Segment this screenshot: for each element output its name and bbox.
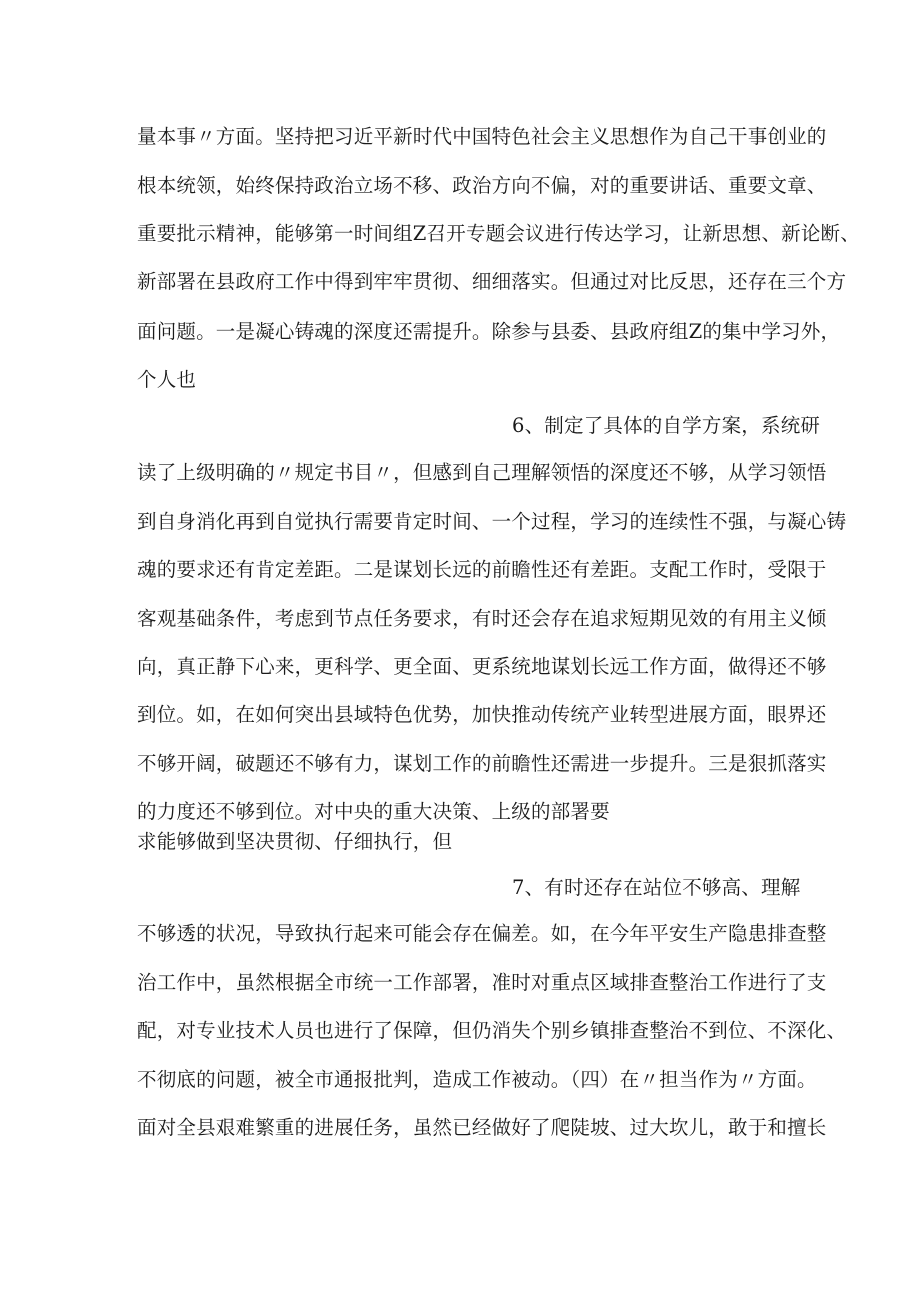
text-line: 治工作中，虽然根据全市统一工作部署，准时对重点区域排查整治工作进行了支 [137, 971, 827, 994]
text-line: 到自身消化再到自觉执行需要肯定时间、一个过程，学习的连续性不强，与凝心铸 [137, 510, 847, 533]
text-line: 魂的要求还有肯定差距。二是谋划长远的前瞻性还有差距。支配工作时，受限于 [137, 558, 827, 581]
text-line: 量本事〃方面。坚持把习近平新时代中国特色社会主义思想作为自己干事创业的 [137, 125, 827, 148]
section-heading: 7、有时还存在站位不够高、理解 [512, 876, 801, 899]
text-line: 不够开阔，破题还不够有力，谋划工作的前瞻性还需进一步提升。三是狠抓落实 [137, 752, 827, 775]
section-heading: 6、制定了具体的自学方案，系统研 [512, 414, 821, 437]
text-line: 面对全县艰难繁重的进展任务，虽然已经做好了爬陡坡、过大坎儿，敢于和擅长 [137, 1116, 827, 1139]
text-line: 根本统领，始终保持政治立场不移、政治方向不偏，对的重要讲话、重要文章、 [137, 174, 827, 197]
text-line: 求能够做到坚决贯彻、仔细执行，但 [137, 830, 453, 853]
text-line: 不够透的状况，导致执行起来可能会存在偏差。如，在今年平安生产隐患排查整 [137, 922, 827, 945]
text-line: 配，对专业技术人员也进行了保障，但仍消失个别乡镇排查整治不到位、不深化、 [137, 1019, 847, 1042]
text-line: 客观基础条件，考虑到节点任务要求，有时还会存在追求短期见效的有用主义倾 [137, 607, 827, 630]
text-line: 个人也 [137, 368, 197, 391]
text-line: 的力度还不够到位。对中央的重大决策、上级的部署要 [137, 800, 610, 823]
text-line: 向，真正静下心来，更科学、更全面、更系统地谋划长远工作方面，做得还不够 [137, 655, 827, 678]
text-line: 到位。如，在如何突出县域特色优势，加快推动传统产业转型进展方面，眼界还 [137, 703, 827, 726]
text-line: 重要批示精神，能够第一时间组Z召开专题会议进行传达学习，让新思想、新论断、 [137, 222, 860, 245]
text-line: 读了上级明确的〃规定书目〃，但感到自己理解领悟的深度还不够，从学习领悟 [137, 461, 827, 484]
text-line: 不彻底的问题，被全市通报批判，造成工作被动。（四）在〃担当作为〃方面。 [137, 1068, 817, 1091]
text-line: 面问题。一是凝心铸魂的深度还需提升。除参与县委、县政府组Z的集中学习外， [137, 320, 841, 343]
text-line: 新部署在县政府工作中得到牢牢贯彻、细细落实。但通过对比反思，还存在三个方 [137, 270, 847, 293]
